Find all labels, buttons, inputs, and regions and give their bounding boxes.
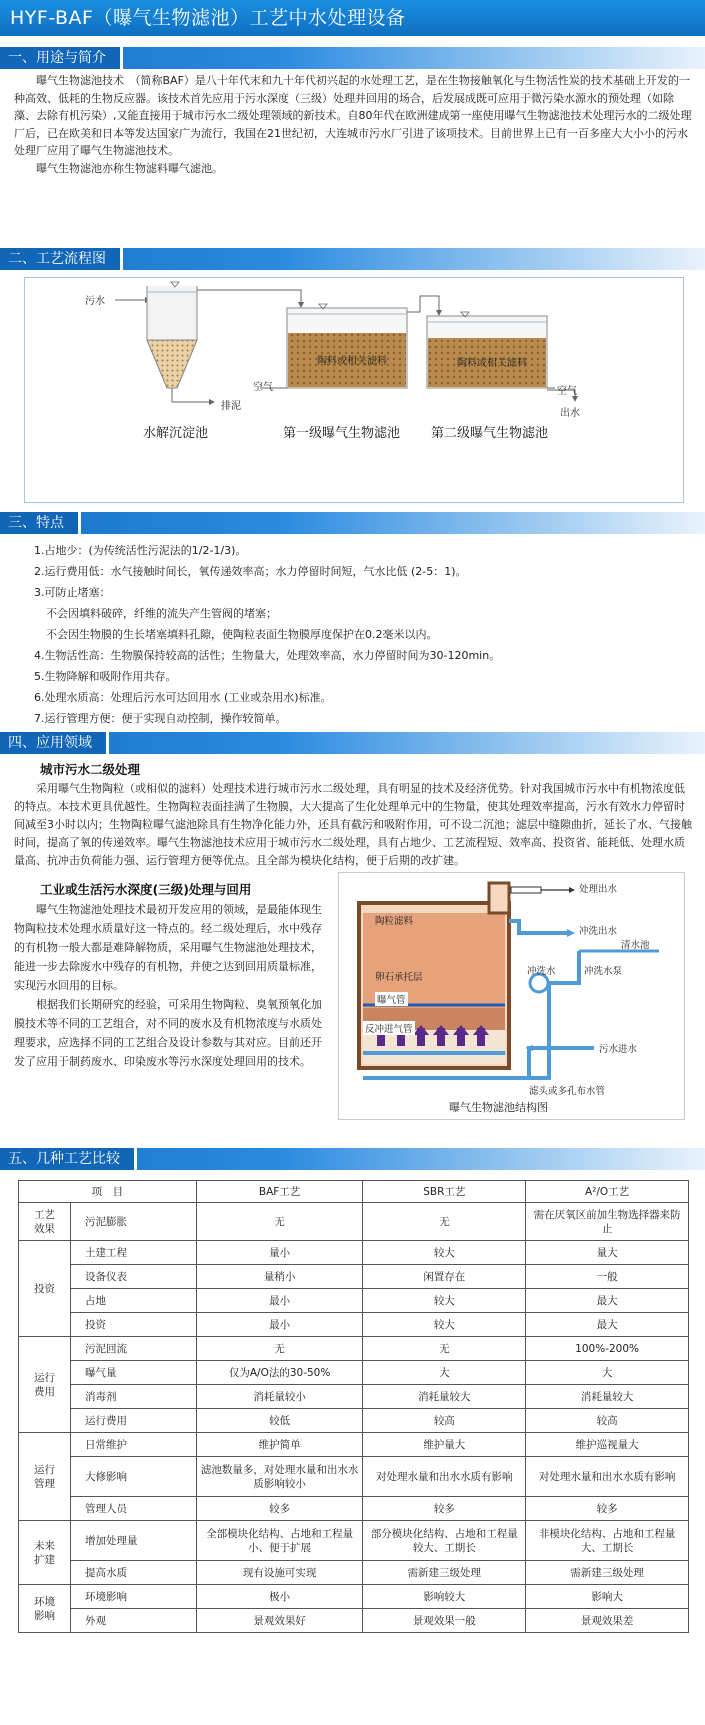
feature-item: 5.生物降解和吸附作用共存。: [34, 670, 177, 683]
sewage-label: 污水: [85, 296, 105, 307]
table-row: [19, 1433, 689, 1457]
aeration-label: 曝气管: [375, 992, 408, 1006]
caption-second-stage: 第二级曝气生物滤池: [431, 426, 549, 441]
treated-outflow-label: 处理出水: [579, 884, 618, 895]
backwash-water-label: 冲洗水: [527, 966, 556, 977]
row-label-cell: 大修影响: [70, 1457, 196, 1497]
row-label-cell: 提高水质: [70, 1561, 196, 1585]
group-cell: 运行费用: [19, 1337, 71, 1433]
value-cell: 非模块化结构、占地和工程量大、工期长: [526, 1521, 689, 1561]
section-label: 一、用途与简介: [0, 47, 123, 69]
caption-hydrolysis: 水解沉淀池: [143, 426, 209, 441]
value-cell: 无: [363, 1337, 526, 1361]
group-cell: 运行管理: [19, 1433, 71, 1521]
value-cell: 现有设施可实现: [196, 1561, 363, 1585]
row-label-cell: 设备仪表: [70, 1265, 196, 1289]
flow-diagram-svg: [25, 278, 685, 504]
value-cell: 滤池数量多，对处理水量和出水水质影响较小: [196, 1457, 363, 1497]
app-municipal-text: [14, 780, 692, 870]
table-row: [19, 1561, 689, 1585]
group-cell: 未来扩建: [19, 1521, 71, 1585]
value-cell: 需新建三级处理: [526, 1561, 689, 1585]
feature-item: 4.生物活性高：生物膜保持较高的活性；生物量大，处理效率高，水力停留时间为30-120min。: [34, 649, 501, 662]
app-subtitle-municipal: 城市污水二级处理: [40, 762, 141, 777]
feature-item: 6.处理水质高：处理后污水可达回用水 (工业或杂用水)标准。: [34, 691, 332, 704]
value-cell: 景观效果差: [526, 1609, 689, 1633]
page-title: HYF-BAF（曝气生物滤池）工艺中水处理设备: [0, 0, 705, 36]
section-label: 五、几种工艺比较: [0, 1148, 137, 1170]
row-label-cell: 日常维护: [70, 1433, 196, 1457]
value-cell: 对处理水量和出水水质有影响: [526, 1457, 689, 1497]
row-label-cell: 占地: [70, 1289, 196, 1313]
value-cell: 需新建三级处理: [363, 1561, 526, 1585]
value-cell: 消耗量较大: [363, 1385, 526, 1409]
backwash-outflow-label: 冲洗出水: [579, 926, 618, 937]
structure-caption: 曝气生物滤池结构图: [449, 1101, 548, 1114]
outlet-label: 出水: [560, 408, 580, 419]
value-cell: 一般: [526, 1265, 689, 1289]
sewage-inflow-label: 污水进水: [599, 1044, 638, 1055]
app-subtitle-reuse: 工业或生活污水深度(三级)处理与回用: [40, 882, 252, 897]
value-cell: 对处理水量和出水水质有影响: [363, 1457, 526, 1497]
value-cell: 景观效果好: [196, 1609, 363, 1633]
header-cell: SBR工艺: [363, 1181, 526, 1203]
value-cell: 较多: [196, 1497, 363, 1521]
table-row: [19, 1497, 689, 1521]
feature-item: 2.运行费用低：水气接触时间长，氧传递效率高；水力停留时间短，气水比低 (2-5：1)。: [34, 565, 467, 578]
intro-text: [14, 72, 694, 177]
sludge-label: 排泥: [221, 401, 241, 412]
value-cell: 全部模块化结构、占地和工程量小、便于扩展: [196, 1521, 363, 1561]
value-cell: 量稍小: [196, 1265, 363, 1289]
table-row: [19, 1385, 689, 1409]
nozzle-label: 滤头或多孔布水管: [529, 1086, 606, 1097]
value-cell: 维护巡视量大: [526, 1433, 689, 1457]
baf-structure-diagram: [338, 872, 685, 1120]
value-cell: 极小: [196, 1585, 363, 1609]
table-row: [19, 1337, 689, 1361]
feature-item: 3.可防止堵塞：: [34, 586, 111, 599]
app-reuse-text: [14, 900, 326, 1071]
value-cell: 较多: [526, 1497, 689, 1521]
value-cell: 较低: [196, 1409, 363, 1433]
feature-list: [34, 540, 694, 729]
air-label-1: 空气: [253, 382, 273, 393]
sewage-inflow-pipe: [529, 1048, 594, 1078]
table-row: [19, 1203, 689, 1241]
intro-paragraph-1: 曝气生物滤池技术 （简称BAF）是八十年代末和九十年代初兴起的水处理工艺，是在生物接触氧化与生物活性炭的技术基础上开发的一种高效、低耗的生物反应器。该技术首先应用于污水深度（三级）处理并回用的场合，后发展成既可应用于微污染水源水的预处理（如除藻、去除有机污染）,又能直接用于城市污水二级处理领域的新技术。自80年代在欧洲建成第一座使用曝气生物滤池技术处理污水的二级处理厂后，已在欧美和日本等发达国家广为流行，我国在21世纪初，大连城市污水厂引进了该项技术。目前世界上已有一百多座大大小小的污水处理厂应用了曝气生物滤池技术。: [14, 74, 692, 157]
value-cell: 影响大: [526, 1585, 689, 1609]
media-label: 陶粒滤料: [375, 916, 414, 927]
value-cell: 大: [526, 1361, 689, 1385]
group-cell: 环境影响: [19, 1585, 71, 1633]
row-label-cell: 投资: [70, 1313, 196, 1337]
header-cell: 项 目: [19, 1181, 197, 1203]
app-reuse-paragraph-1: 曝气生物滤池处理技术最初开发应用的领域，是最能体现生物陶粒技术处理水质量好这一特点的。经二级处理后，水中残存的有机物一般大都是难降解物质，采用曝气生物滤池处理技术，能进一步去除废水中残存的有机物，并使之达到回用质量标准，实现污水回用的目标。: [14, 903, 322, 992]
support-label: 卵石承托层: [375, 972, 423, 983]
section-label: 二、工艺流程图: [0, 248, 123, 270]
value-cell: 大: [363, 1361, 526, 1385]
backwash-pump-label: 冲洗水泵: [584, 966, 623, 977]
value-cell: 最大: [526, 1289, 689, 1313]
table-row: [19, 1457, 689, 1497]
value-cell: 需在厌氧区前加生物选择器来防止: [526, 1203, 689, 1241]
row-label-cell: 外观: [70, 1609, 196, 1633]
feature-subitem: 不会因填料破碎，纤维的流失产生管阀的堵塞；: [46, 607, 277, 620]
table-row: [19, 1585, 689, 1609]
table-row: [19, 1521, 689, 1561]
table-row: [19, 1241, 689, 1265]
section-label: 四、应用领域: [0, 732, 109, 754]
media-label-1: 陶料或相关滤料: [317, 356, 387, 367]
backwash-air-label: 反冲进气管: [363, 1021, 415, 1035]
row-label-cell: 消毒剂: [70, 1385, 196, 1409]
value-cell: 消耗量较小: [196, 1385, 363, 1409]
table-row: [19, 1409, 689, 1433]
value-cell: 量大: [526, 1241, 689, 1265]
value-cell: 无: [363, 1203, 526, 1241]
table-row: [19, 1313, 689, 1337]
value-cell: 最小: [196, 1313, 363, 1337]
section-header-comparison: [0, 1148, 705, 1170]
media-label-2: 陶料或相关滤料: [457, 358, 527, 369]
value-cell: 无: [196, 1337, 363, 1361]
value-cell: 影响较大: [363, 1585, 526, 1609]
section-header-intro: [0, 47, 705, 69]
comparison-table: [18, 1180, 689, 1633]
section-header-features: [0, 512, 705, 534]
caption-first-stage: 第一级曝气生物滤池: [283, 426, 401, 441]
value-cell: 量小: [196, 1241, 363, 1265]
backwash-outflow-pipe: [509, 921, 569, 933]
air-label-2: 空气: [557, 386, 577, 397]
group-cell: 工艺效果: [19, 1203, 71, 1241]
table-header-row: [19, 1181, 689, 1203]
value-cell: 闲置存在: [363, 1265, 526, 1289]
header-cell: A²/O工艺: [526, 1181, 689, 1203]
app-municipal-paragraph: 采用曝气生物陶粒（或相似的滤料）处理技术进行城市污水二级处理，具有明显的技术及经济优势。针对我国城市污水中有机物浓度低的特点。本技术更具优越性。生物陶粒表面挂满了生物膜，大大提高了生化处理单元中的生物量，使其处理效率提高，污水有效水力停留时间减至3小时以内；生物陶粒曝气滤池除具有生物净化能力外，还具有截污和吸附作用，可不设二沉池；滤层中缝隙曲折，延长了水、气接触时间，提高了氧的传递效率。曝气生物滤池技术应用于城市污水二级处理，具有占地少、工艺流程短、效率高、投资省、能耗低、处理水质量高、抗冲击负荷能力强、运行管理方便等优点。且全部为模块化结构，便于后期的改扩建。: [14, 782, 692, 867]
value-cell: 较大: [363, 1313, 526, 1337]
value-cell: 最小: [196, 1289, 363, 1313]
value-cell: 消耗量较大: [526, 1385, 689, 1409]
table-row: [19, 1265, 689, 1289]
section-header-flowchart: [0, 248, 705, 270]
row-label-cell: 环境影响: [70, 1585, 196, 1609]
feature-item: 7.运行管理方便：便于实现自动控制，操作较简单。: [34, 712, 287, 725]
app-reuse-paragraph-2: 根据我们长期研究的经验，可采用生物陶粒、臭氧预氧化加膜技术等不同的工艺组合，对不同的废水及有机物浓度与水质处理要求，应选择不同的工艺组合及设计参数与其对应。目前还开发了应用于制药废水、印染废水等污水深度处理回用的技术。: [14, 998, 322, 1068]
value-cell: 较大: [363, 1289, 526, 1313]
clear-pool-label: 清水池: [621, 940, 650, 951]
value-cell: 最大: [526, 1313, 689, 1337]
table-row: [19, 1289, 689, 1313]
value-cell: 100%-200%: [526, 1337, 689, 1361]
process-flow-diagram: [24, 277, 684, 503]
row-label-cell: 污泥膨胀: [70, 1203, 196, 1241]
value-cell: 较高: [363, 1409, 526, 1433]
feature-item: 1.占地少：(为传统活性污泥法的1/2-1/3)。: [34, 544, 247, 557]
section-label: 三、特点: [0, 512, 81, 534]
value-cell: 维护量大: [363, 1433, 526, 1457]
table-row: [19, 1361, 689, 1385]
value-cell: 维护简单: [196, 1433, 363, 1457]
value-cell: 景观效果一般: [363, 1609, 526, 1633]
value-cell: 较大: [363, 1241, 526, 1265]
row-label-cell: 管理人员: [70, 1497, 196, 1521]
section-header-applications: [0, 732, 705, 754]
row-label-cell: 增加处理量: [70, 1521, 196, 1561]
value-cell: 部分模块化结构、占地和工程量较大、工期长: [363, 1521, 526, 1561]
sludge-cone: [147, 340, 197, 388]
row-label-cell: 污泥回流: [70, 1337, 196, 1361]
group-cell: 投资: [19, 1241, 71, 1337]
intro-paragraph-2: 曝气生物滤池亦称生物滤料曝气滤池。: [36, 161, 223, 175]
row-label-cell: 曝气量: [70, 1361, 196, 1385]
value-cell: 无: [196, 1203, 363, 1241]
value-cell: 较高: [526, 1409, 689, 1433]
value-cell: 仅为A/O法的30-50%: [196, 1361, 363, 1385]
value-cell: 较多: [363, 1497, 526, 1521]
row-label-cell: 运行费用: [70, 1409, 196, 1433]
table-row: [19, 1609, 689, 1633]
header-cell: BAF工艺: [196, 1181, 363, 1203]
feature-subitem: 不会因生物膜的生长堵塞填料孔隙，使陶粒表面生物膜厚度保护在0.2毫米以内。: [46, 628, 438, 641]
row-label-cell: 土建工程: [70, 1241, 196, 1265]
